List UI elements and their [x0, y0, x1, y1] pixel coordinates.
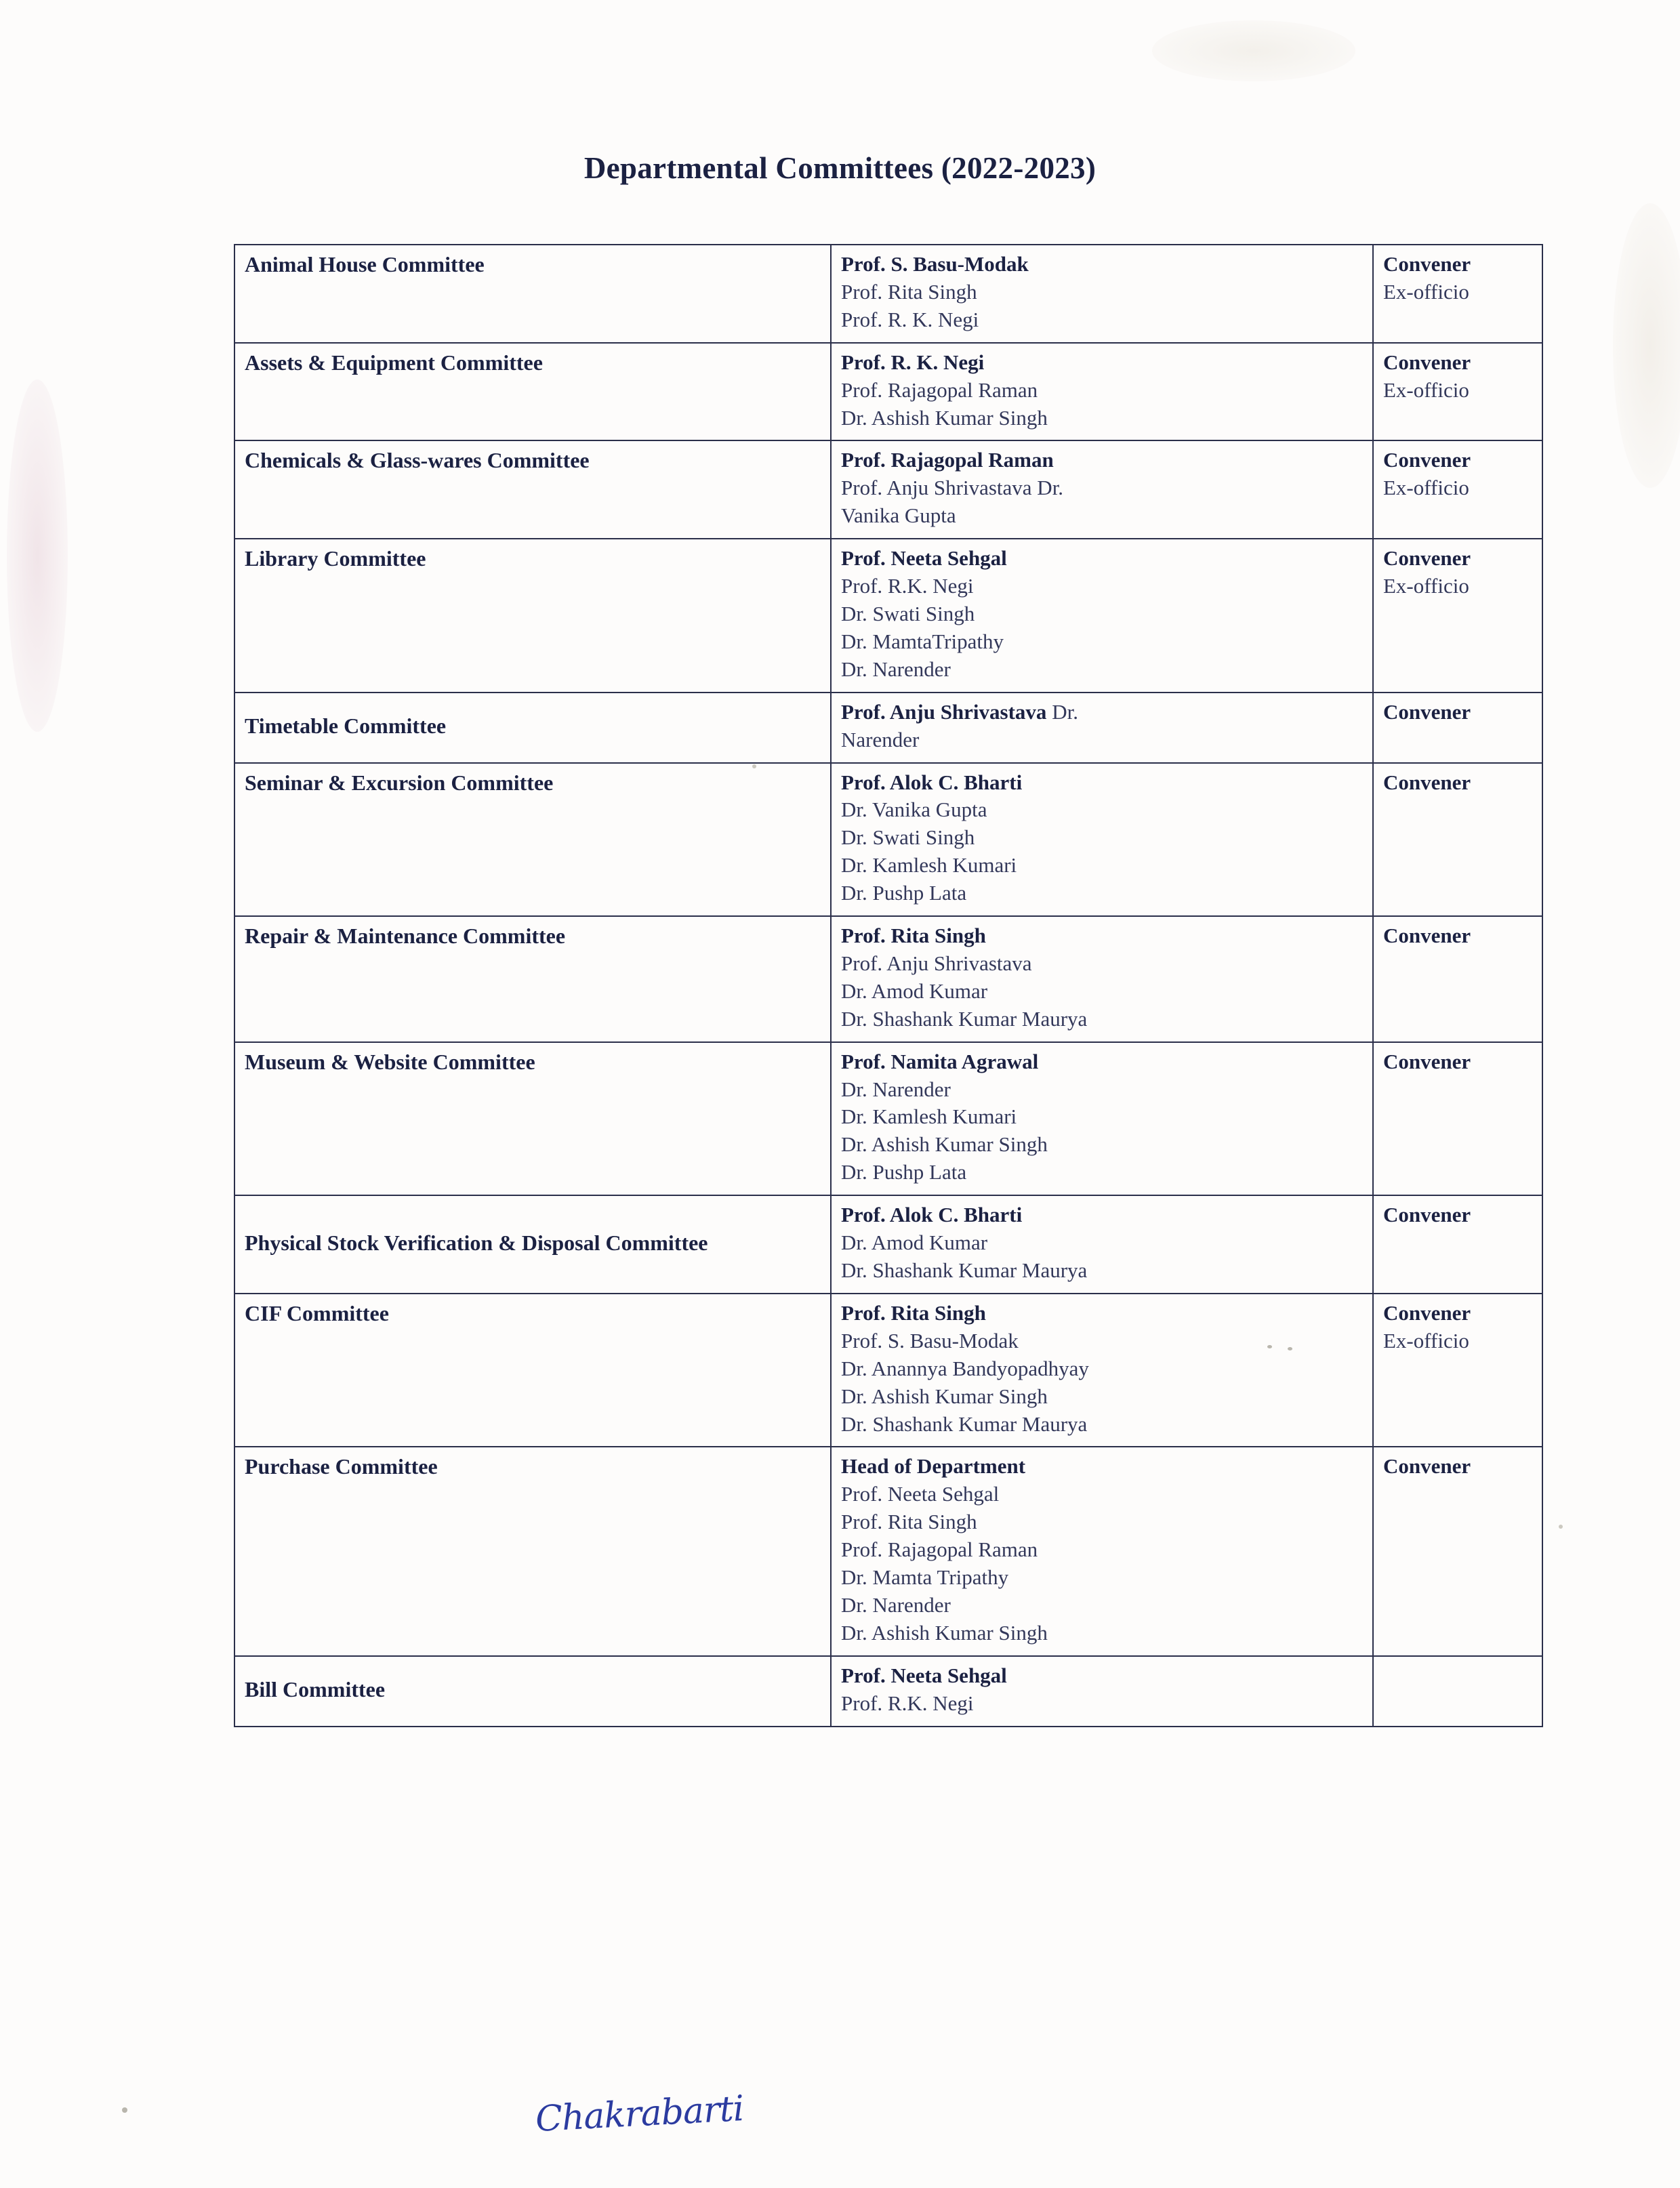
committees-table-body [234, 245, 1542, 1727]
table-row [234, 1294, 1542, 1447]
role-cell [1373, 1656, 1542, 1727]
role-cell [1373, 1042, 1542, 1196]
role-label: Convener [1383, 1049, 1471, 1073]
committee-name-cell [234, 539, 831, 693]
role-label: Ex-officio [1383, 279, 1469, 304]
member-name: Dr. Vanika Gupta [841, 798, 987, 822]
member-name: Prof. Anju Shrivastava [841, 951, 1032, 975]
member-name: Dr. Kamlesh Kumari [841, 1105, 1017, 1129]
role-label: Convener [1383, 699, 1471, 724]
member-name: Dr. Swati Singh [841, 601, 975, 625]
member-name: Prof. Anju Shrivastava Dr. [841, 476, 1064, 500]
committees-table [234, 244, 1543, 1727]
member-name: Dr. MamtaTripathy [841, 629, 1004, 653]
member-name: Prof. R. K. Negi [841, 350, 985, 374]
page-title: Departmental Committees (2022-2023) [583, 151, 1097, 185]
committee-name-cell [234, 343, 831, 441]
committee-name-cell [234, 693, 831, 763]
role-label: Convener [1383, 448, 1471, 472]
member-name: Dr. Kamlesh Kumari [841, 853, 1017, 878]
table-row [234, 245, 1542, 343]
table-row [234, 693, 1542, 763]
member-name: Dr. Shashank Kumar Maurya [841, 1258, 1088, 1282]
role-cell [1373, 539, 1542, 693]
role-cell [1373, 245, 1542, 343]
role-cell [1373, 440, 1542, 539]
member-name: Prof. Neeta Sehgal [841, 1663, 1007, 1687]
committee-name: Museum & Website Committee [245, 1049, 535, 1074]
committee-name: Bill Committee [245, 1677, 386, 1702]
table-row [234, 916, 1542, 1042]
member-name: Prof. Neeta Sehgal [841, 1482, 1000, 1506]
member-name: Prof. Alok C. Bharti [841, 770, 1023, 794]
paper-stain [1613, 203, 1680, 488]
members-cell [831, 1195, 1373, 1294]
committee-name-cell [234, 763, 831, 917]
paper-stain [7, 379, 68, 732]
role-label: Ex-officio [1383, 1328, 1469, 1353]
member-name: Prof. Rajagopal Raman [841, 1537, 1038, 1562]
committee-name: Animal House Committee [245, 252, 485, 276]
committee-name: Physical Stock Verification & Disposal Committee [245, 1231, 708, 1256]
signature: Chakrabarti [534, 2088, 745, 2141]
role-label: Convener [1383, 252, 1471, 276]
committee-name-cell [234, 1042, 831, 1196]
member-name: Prof. R.K. Negi [841, 574, 974, 598]
role-label: Convener [1383, 350, 1471, 374]
members-cell [831, 245, 1373, 343]
table-row [234, 1656, 1542, 1727]
members-cell [831, 1294, 1373, 1447]
member-name: Dr. Shashank Kumar Maurya [841, 1411, 1088, 1436]
member-name: Dr. Ashish Kumar Singh [841, 1132, 1048, 1157]
member-name: Dr. Swati Singh [841, 825, 975, 850]
member-name: Prof. R.K. Negi [841, 1691, 974, 1715]
committee-name-cell [234, 1294, 831, 1447]
table-row [234, 440, 1542, 539]
member-name: Prof. S. Basu-Modak [841, 1328, 1019, 1353]
member-name: Prof. Neeta Sehgal [841, 546, 1007, 571]
committee-name-cell [234, 245, 831, 343]
committee-name: Purchase Committee [245, 1454, 438, 1479]
members-cell [831, 440, 1373, 539]
role-cell [1373, 1195, 1542, 1294]
committee-name: Chemicals & Glass-wares Committee [245, 448, 590, 473]
member-name: Narender [841, 727, 920, 751]
member-name: Dr. Amod Kumar [841, 1231, 988, 1255]
paper-stain [1152, 20, 1355, 81]
role-cell [1373, 1447, 1542, 1655]
role-label: Ex-officio [1383, 574, 1469, 598]
role-label: Ex-officio [1383, 377, 1469, 402]
role-cell [1373, 916, 1542, 1042]
role-label: Convener [1383, 1203, 1471, 1227]
member-name: Dr. Ashish Kumar Singh [841, 1384, 1048, 1408]
role-label: Convener [1383, 546, 1471, 571]
role-cell [1373, 1294, 1542, 1447]
role-label: Convener [1383, 1454, 1471, 1479]
committee-name-cell [234, 1195, 831, 1294]
committee-name-cell [234, 440, 831, 539]
member-name: Dr. Ashish Kumar Singh [841, 405, 1048, 430]
member-name: Dr. Pushp Lata [841, 881, 967, 905]
committee-name: CIF Committee [245, 1300, 389, 1325]
committee-name: Repair & Maintenance Committee [245, 924, 566, 949]
members-cell [831, 916, 1373, 1042]
member-name: Prof. R. K. Negi [841, 307, 979, 331]
member-name: Prof. Rita Singh [841, 924, 986, 948]
member-name: Prof. Alok C. Bharti [841, 1203, 1023, 1227]
role-label: Convener [1383, 924, 1471, 948]
members-cell [831, 693, 1373, 763]
table-row [234, 539, 1542, 693]
member-name: Prof. Anju Shrivastava Dr. [841, 699, 1078, 724]
member-name: Prof. Rita Singh [841, 1300, 986, 1325]
committee-name-cell [234, 1447, 831, 1655]
role-cell [1373, 693, 1542, 763]
paper-speck [1559, 1525, 1563, 1529]
table-row [234, 1447, 1542, 1655]
committee-name: Library Committee [245, 546, 426, 571]
member-name: Prof. S. Basu-Modak [841, 252, 1029, 276]
members-cell [831, 1447, 1373, 1655]
member-name: Head of Department [841, 1454, 1026, 1479]
committee-name-cell [234, 1656, 831, 1727]
role-label: Ex-officio [1383, 476, 1469, 500]
members-cell [831, 1656, 1373, 1727]
paper-speck [122, 2107, 127, 2113]
member-name: Dr. Amod Kumar [841, 978, 988, 1003]
member-name: Prof. Rajagopal Raman [841, 448, 1054, 472]
role-cell [1373, 763, 1542, 917]
member-name: Dr. Narender [841, 1077, 951, 1101]
committee-name-cell [234, 916, 831, 1042]
member-name: Prof. Rita Singh [841, 279, 977, 304]
member-name: Dr. Pushp Lata [841, 1160, 967, 1184]
role-label: Convener [1383, 1300, 1471, 1325]
role-label: Convener [1383, 770, 1471, 794]
member-name: Dr. Mamta Tripathy [841, 1565, 1009, 1590]
member-name: Prof. Rita Singh [841, 1510, 977, 1534]
table-row [234, 1195, 1542, 1294]
member-name: Dr. Narender [841, 657, 951, 681]
member-name: Prof. Rajagopal Raman [841, 377, 1038, 402]
table-row [234, 1042, 1542, 1196]
member-name: Dr. Anannya Bandyopadhyay [841, 1356, 1089, 1380]
committee-name: Assets & Equipment Committee [245, 350, 543, 375]
role-cell [1373, 343, 1542, 441]
members-cell [831, 539, 1373, 693]
member-name: Vanika Gupta [841, 503, 956, 528]
committee-name: Seminar & Excursion Committee [245, 770, 554, 795]
table-row [234, 343, 1542, 441]
members-cell [831, 763, 1373, 917]
member-name: Dr. Ashish Kumar Singh [841, 1620, 1048, 1645]
member-name: Dr. Shashank Kumar Maurya [841, 1006, 1088, 1031]
committee-name: Timetable Committee [245, 714, 447, 739]
members-cell [831, 1042, 1373, 1196]
table-row [234, 763, 1542, 917]
member-name: Dr. Narender [841, 1592, 951, 1617]
member-name: Prof. Namita Agrawal [841, 1049, 1039, 1073]
members-cell [831, 343, 1373, 441]
